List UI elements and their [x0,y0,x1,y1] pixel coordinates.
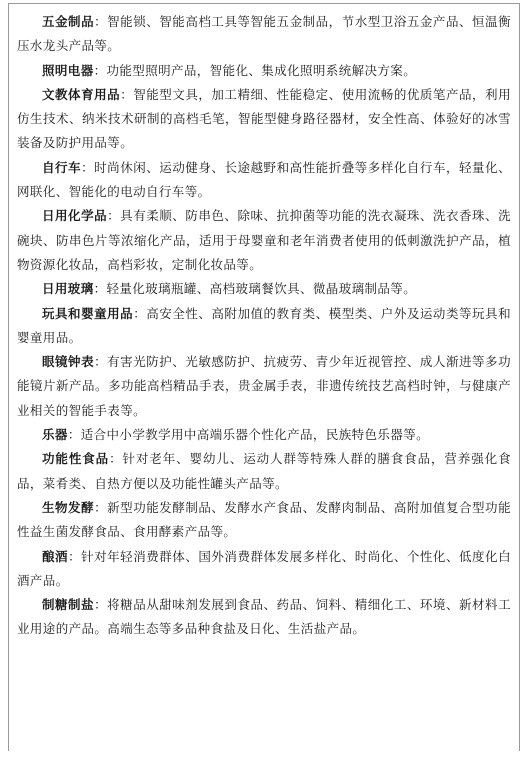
entry-term: 日用玻璃 [42,281,94,297]
entry-bicycle [17,156,511,205]
entry-term: 日用化学品 [42,208,108,224]
entry-description: ：有害光防护、光敏感防护、抗疲劳、青少年近视管控、成人渐进等多功能镜片新产品。多功能高档精品手表，贵金属手表，非遗传统技艺高档时钟，与健康产业相关的智能手表等。 [17,354,511,418]
entry-description: ：针对老年、婴幼儿、运动人群等特殊人群的膳食食品，营养强化食品，菜肴类、自热方便以及功能性罐头产品等。 [17,451,511,491]
entry-term: 功能性食品 [42,451,110,467]
entry-description: ：高安全性、高附加值的教育类、模型类、户外及运动类等玩具和婴童用品。 [17,305,511,345]
entry-sugar-salt [17,593,511,642]
entry-stationery-sports [17,83,511,156]
entry-term: 玩具和婴童用品 [42,305,134,321]
entry-term: 生物发酵 [42,499,95,515]
entry-description: ：智能型文具，加工精细、性能稳定、使用流畅的优质笔产品，利用仿生技术、纳米技术研制的高档毛笔，智能型健身路径器材，安全性高、体验好的冰雪装备及防护用品等。 [17,86,511,151]
entry-glasses-watches [17,350,511,423]
entry-description: ：智能锁、智能高档工具等智能五金制品，节水型卫浴五金产品、恒温衡压水龙头产品等。 [17,14,511,54]
entry-instruments [17,423,511,447]
entry-description: ：轻量化玻璃瓶罐、高档玻璃餐饮具、微晶玻璃制品等。 [93,281,417,297]
entry-description: ：新型功能发酵制品、发酵水产食品、发酵肉制品、高附加值复合型功能性益生菌发酵食品、食用酵素产品等。 [17,499,511,540]
entry-hardware [17,10,511,59]
entry-description: ：功能型照明产品，智能化、集成化照明系统解决方案。 [93,62,417,78]
entry-bio-fermentation [17,496,511,545]
entry-term: 酿酒 [42,548,69,564]
entry-description: ：将糖品从甜味剂发展到食品、药品、饲料、精细化工、环境、新材料工业用途的产品。高端生态等多品种食盐及日化、生活盐产品。 [17,597,511,637]
entry-description: ：适合中小学教学用中高端乐器个性化产品，民族特色乐器等。 [67,427,430,443]
entry-toys-baby [17,302,511,351]
entry-term: 制糖制盐 [42,597,95,613]
entry-lighting [17,59,511,83]
entry-daily-glass [17,277,511,301]
entry-term: 照明电器 [42,62,94,78]
entry-description: ：具有柔顺、防串色、除味、抗抑菌等功能的洗衣凝珠、洗衣香珠、洗碗块、防串色片等浓缩化产品，适用于母婴童和老年消费者使用的低刺激洗护产品，植物资源化妆品，高档彩妆，定制化妆品等。 [17,208,511,272]
entry-term: 五金制品 [42,14,95,29]
entry-term: 乐器 [42,427,68,443]
entry-description: ：时尚休闲、运动健身、长途越野和高性能折叠等多样化自行车，轻量化、网联化、智能化的电动自行车等。 [17,159,512,200]
entry-functional-food [17,447,511,496]
entry-description: ：针对年轻消费群体、国外消费群体发展多样化、时尚化、个性化、低度化白酒产品。 [17,548,511,588]
entry-term: 自行车 [42,159,82,175]
entry-brewing [17,545,511,594]
entry-daily-chemicals [17,204,511,277]
document-page [8,3,520,751]
entry-term: 文教体育用品 [42,86,121,102]
entry-term: 眼镜钟表 [42,354,95,370]
